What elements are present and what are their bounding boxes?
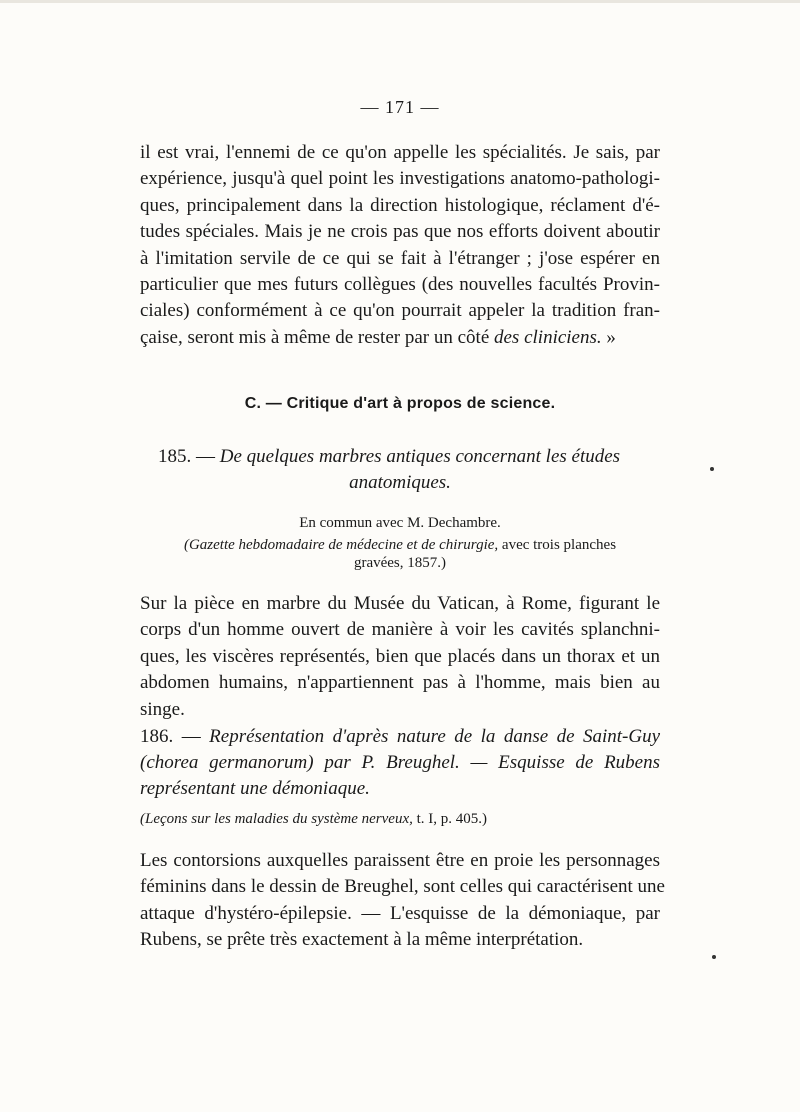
- source-detail: avec trois planches: [498, 537, 617, 553]
- collaboration-note: En commun avec M. Dechambre.: [299, 515, 501, 531]
- text-line: féminins dans le dessin de Breughel, sont celles qui caractérisent une: [140, 876, 665, 898]
- text-line: ques, principalement dans la direction histologique, réclament d'é-: [140, 194, 660, 216]
- intro-paragraph: [140, 140, 660, 351]
- entry-title-line: [140, 724, 660, 750]
- text-line: expérience, jusqu'à quel point les investigations anatomo-pathologi-: [140, 168, 660, 190]
- source-title: (Leçons sur les maladies du système nerveux,: [140, 811, 413, 827]
- entry-title-text: De quelques marbres antiques concernant les études: [219, 446, 621, 467]
- text-line: attaque d'hystéro-épilepsie. — L'esquisse de la démoniaque, par: [140, 902, 660, 924]
- source-detail: t. I, p. 405.): [412, 811, 488, 827]
- text-line: ques, les viscères représentés, bien que placés dans un thorax et un: [140, 645, 660, 667]
- text-line: à l'imitation servile de ce qui se fait à l'étranger ; j'ose espérer en: [140, 247, 660, 269]
- print-speck: [710, 467, 714, 471]
- page-edge: [0, 0, 800, 3]
- entry-title-text: anatomiques.: [349, 472, 451, 493]
- entry-185-title-cont: [0, 470, 800, 496]
- text-line-last: singe.: [140, 698, 185, 720]
- text-line-last: Rubens, se prête très exactement à la même interprétation.: [140, 929, 584, 951]
- page-number: — 171 —: [360, 97, 440, 117]
- entry-186-body: [140, 848, 665, 954]
- print-speck: [712, 955, 716, 959]
- source-title: (Gazette hebdomadaire de médecine et de chirurgie,: [183, 537, 499, 553]
- entry-title-text: (chorea germanorum) par P. Breughel. — Esquisse de Rubens: [140, 752, 660, 773]
- entry-title-line: [140, 750, 660, 776]
- entry-186-title: [140, 724, 660, 802]
- entry-title-text: représentant une démoniaque.: [140, 778, 370, 799]
- text-line: ciales) conformément à ce qu'on pourrait appeler la tradition fran-: [140, 300, 660, 322]
- entry-title-line: [140, 776, 660, 802]
- text-line: Sur la pièce en marbre du Musée du Vatican, à Rome, figurant le: [140, 593, 660, 614]
- text-line-last: [140, 325, 660, 351]
- entry-185-source-cont: gravées, 1857.): [353, 555, 447, 571]
- entry-title-line: [158, 444, 660, 470]
- entry-number: 186. —: [140, 726, 210, 747]
- text-line: il est vrai, l'ennemi de ce qu'on appelle les spécialités. Je sais, par: [140, 142, 660, 163]
- italic-fragment: des cliniciens.: [494, 326, 602, 348]
- entry-185-title: [158, 444, 660, 470]
- text-line: tudes spéciales. Mais je ne crois pas que nos efforts doivent aboutir: [140, 221, 660, 243]
- entry-number: 185. —: [158, 446, 220, 467]
- closing-quote: »: [601, 326, 616, 348]
- text-line: corps d'un homme ouvert de manière à voir les cavités splanchni-: [140, 619, 660, 641]
- entry-185-body: [140, 591, 660, 723]
- section-heading: C. — Critique d'art à propos de science.: [244, 395, 556, 412]
- entry-186-source: [140, 810, 660, 829]
- text-line: abdomen humains, n'appartiennent pas à l'homme, mais bien au: [140, 672, 660, 694]
- entry-title-text: Représentation d'après nature de la danse de Saint-Guy: [209, 726, 661, 747]
- text-line: Les contorsions auxquelles paraissent être en proie les personnages: [140, 850, 660, 871]
- entry-185-source: [0, 536, 800, 555]
- text-line: particulier que mes futurs collègues (des nouvelles facultés Provin-: [140, 274, 660, 296]
- text-fragment: çaise, seront mis à même de rester par un côté: [140, 326, 494, 348]
